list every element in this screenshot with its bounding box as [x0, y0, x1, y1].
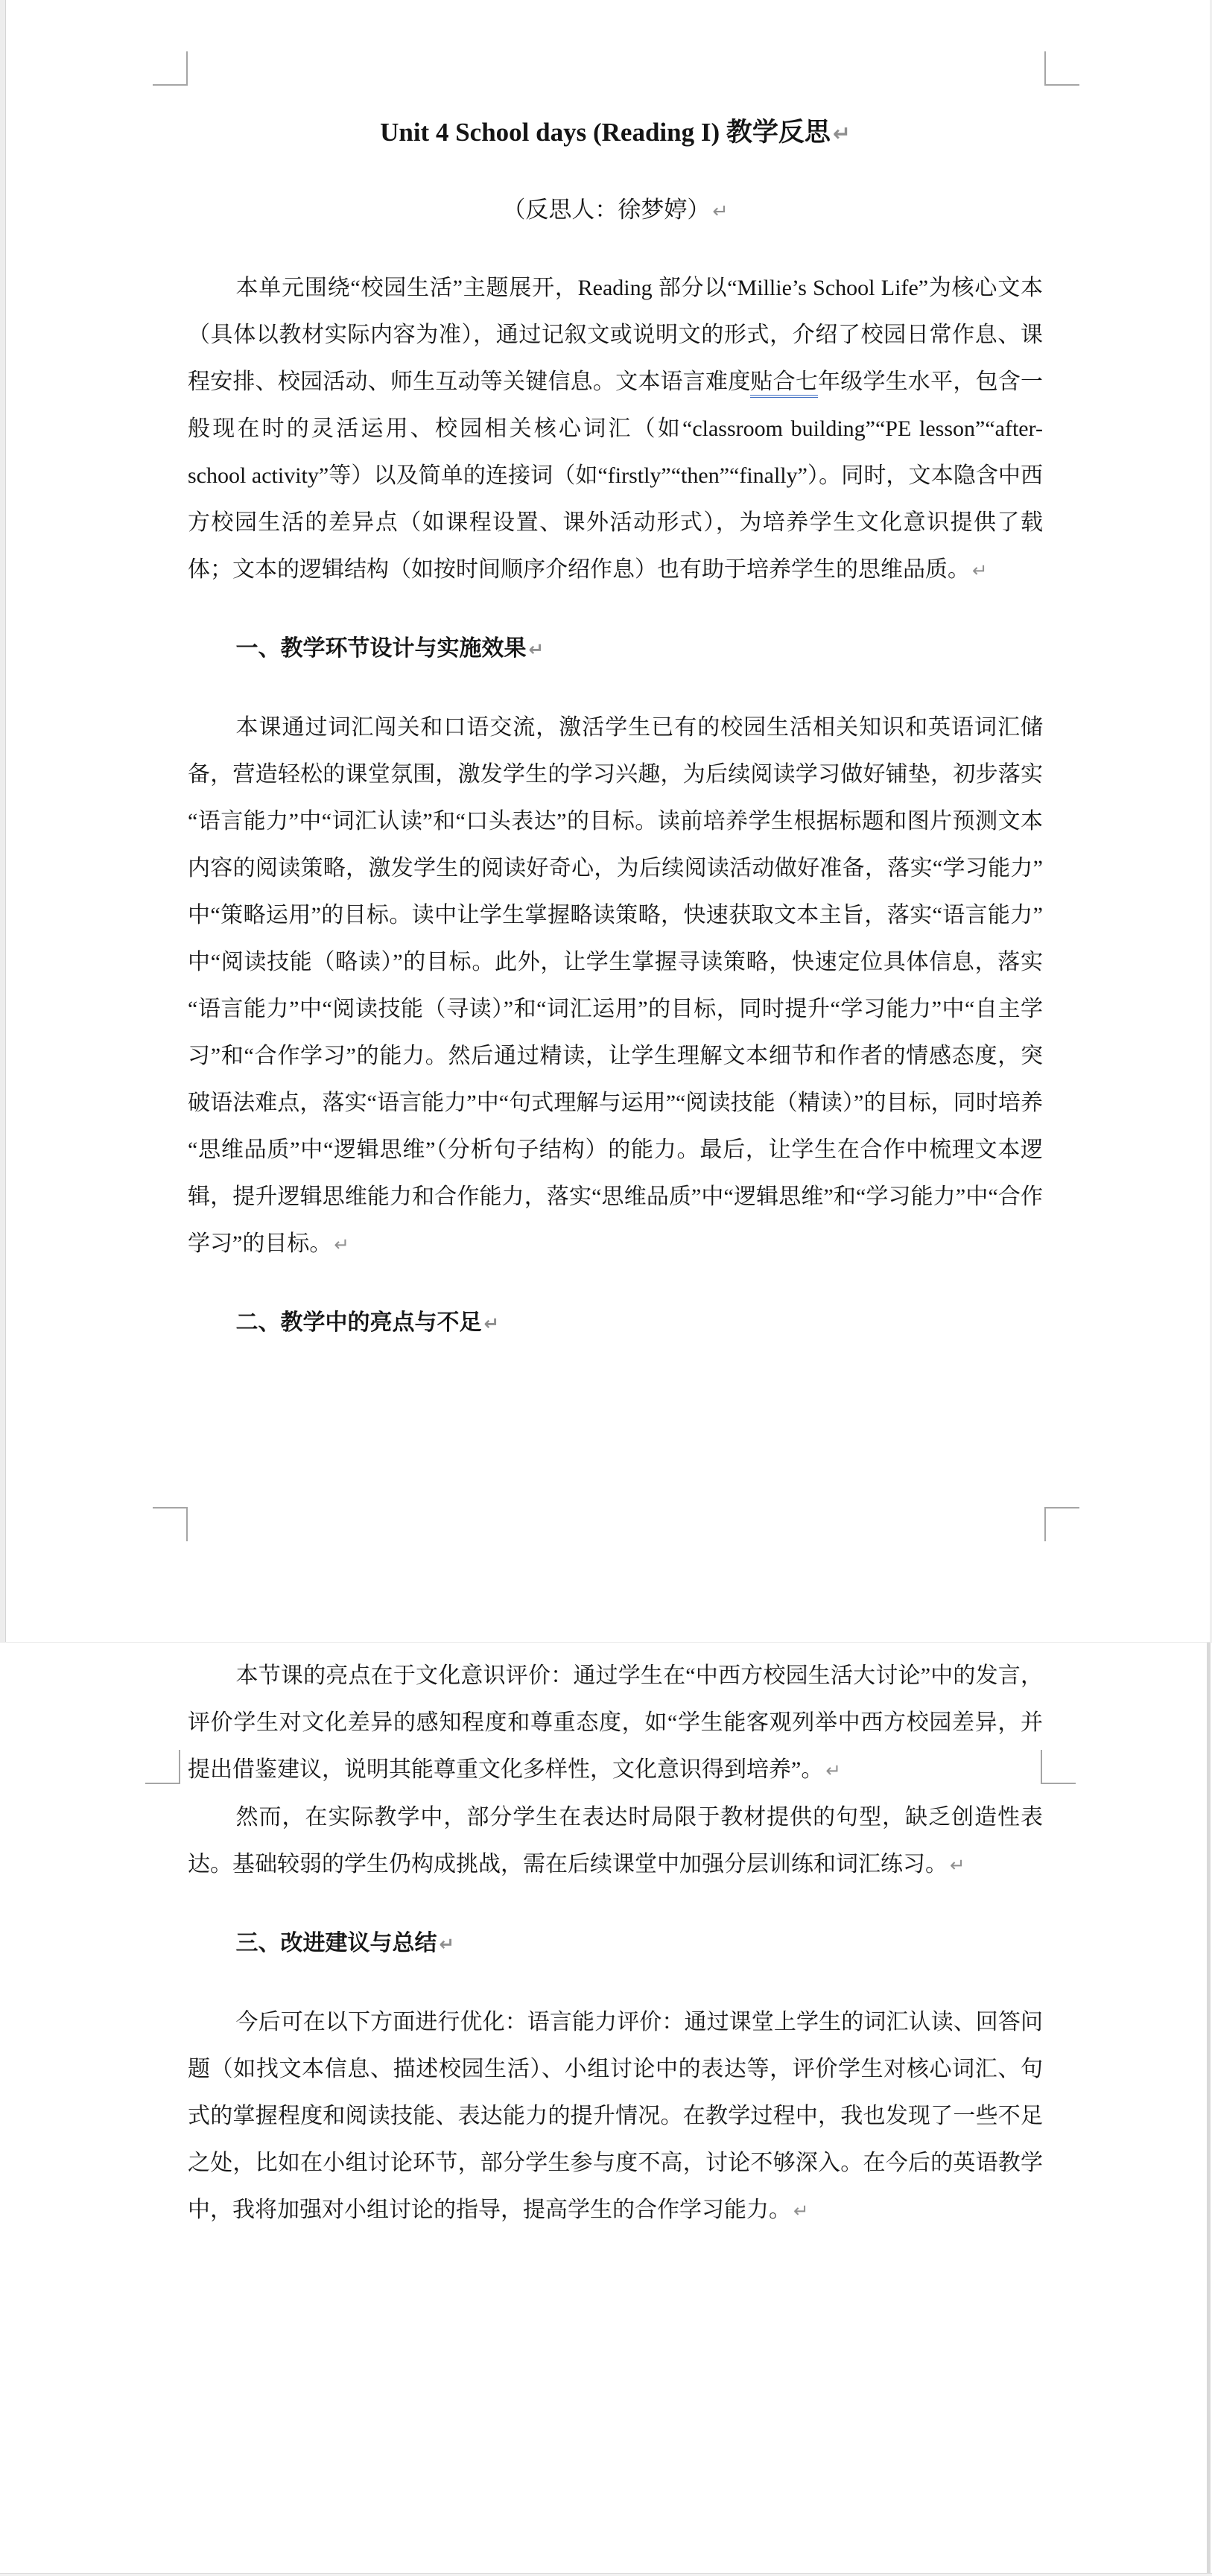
crop-mark-page2-top-left — [145, 1750, 180, 1784]
grammar-check-underline: 贴合七 — [750, 369, 818, 398]
document-content — [188, 86, 1043, 2234]
page-break-gap — [188, 1378, 1043, 1652]
body-paragraph: 今后可在以下方面进行优化：语言能力评价：通过课堂上学生的词汇认读、回答问题（如找文本信息、描述校园生活）、小组讨论中的表达等，评价学生对核心词汇、句式的掌握程度和阅读技能、表达能力的提升情况。在教学过程中，我也发现了一些不足之处，比如在小组讨论环节，部分学生参与度不高，讨论不够深入。在今后的英语教学中，我将加强对小组讨论的指导，提高学生的合作学习能力。 ↵ — [188, 2010, 1043, 2222]
paragraph-mark-icon: ↵ — [483, 1313, 500, 1334]
section-heading: 一、教学环节设计与实施效果 ↵ — [235, 636, 545, 661]
crop-mark-page1-top-left — [153, 51, 188, 86]
page-left-edge — [0, 0, 6, 1643]
paragraph-mark-icon: ↵ — [793, 2200, 809, 2221]
paragraph-mark-icon: ↵ — [950, 1854, 965, 1876]
paragraph-mark-icon: ↵ — [825, 1760, 841, 1781]
paragraph-mark-icon: ↵ — [712, 200, 729, 222]
body-paragraph: 本单元围绕“校园生活”主题展开，Reading 部分以“Millie’s School Life”为核心文本（具体以教材实际内容为准），通过记叙文或说明文的形式，介绍了校园日常作息、课程安排、校园活动、师生互动等关键信息。文本语言难度贴合七年级学生水平，包含一般现在时的灵活运用、校园相关核心词汇（如“classroom building”“PE lesson”“after-school activity”等）以及简单的连接词（如“firstly”“then”“finally”）。同时，文本隐含中西方校园生活的差异点（如课程设置、课外活动形式），为培养学生文化意识提供了载体；文本的逻辑结构（如按时间顺序介绍作息）也有助于培养学生的思维品质。 ↵ — [188, 276, 1044, 582]
page-right-edge-bottom — [1207, 1643, 1211, 2575]
crop-mark-page2-top-right — [1041, 1750, 1076, 1784]
document-byline-text: （反思人：徐梦婷） — [502, 197, 711, 223]
paragraph-mark-icon: ↵ — [972, 559, 988, 581]
crop-mark-page1-bottom-left — [153, 1507, 188, 1541]
paragraph-mark-icon: ↵ — [439, 1933, 455, 1955]
crop-mark-page1-top-right — [1044, 51, 1079, 86]
page-bottom-edge — [0, 2573, 1212, 2576]
document-title-text: Unit 4 School days (Reading I) 教学反思 — [380, 118, 831, 147]
body-paragraph: 本课通过词汇闯关和口语交流，激活学生已有的校园生活相关知识和英语词汇储备，营造轻松的课堂氛围，激发学生的学习兴趣，为后续阅读学习做好铺垫，初步落实“语言能力”中“词汇认读”和“口头表达”的目标。读前培养学生根据标题和图片预测文本内容的阅读策略，激发学生的阅读好奇心，为后续阅读活动做好准备，落实“学习能力”中“策略运用”的目标。读中让学生掌握略读策略，快速获取文本主旨，落实“语言能力”中“阅读技能（略读）”的目标。此外，让学生掌握寻读策略，快速定位具体信息，落实“语言能力”中“阅读技能（寻读）”和“词汇运用”的目标，同时提升“学习能力”中“自主学习”和“合作学习”的能力。然后通过精读，让学生理解文本细节和作者的情感态度，突破语法难点，落实“语言能力”中“句式理解与运用”“阅读技能（精读）”的目标，同时培养“思维品质”中“逻辑思维”（分析句子结构）的能力。最后，让学生在合作中梳理文本逻辑，提升逻辑思维能力和合作能力，落实“思维品质”中“逻辑思维”和“学习能力”中“合作学习”的目标。 ↵ — [188, 715, 1043, 1256]
document-title — [188, 107, 1043, 159]
section-heading: 三、改进建议与总结 ↵ — [235, 1931, 455, 1955]
paragraph-mark-icon: ↵ — [528, 638, 545, 660]
crop-mark-page1-bottom-right — [1044, 1507, 1079, 1541]
document-byline — [188, 186, 1043, 235]
paragraph-mark-icon: ↵ — [334, 1234, 349, 1255]
section-heading: 二、教学中的亮点与不足 ↵ — [235, 1310, 500, 1335]
body-paragraph: 本节课的亮点在于文化意识评价：通过学生在“中西方校园生活大讨论”中的发言，评价学生对文化差异的感知程度和尊重态度，如“学生能客观列举中西方校园差异，并提出借鉴建议，说明其能尊重文化多样性，文化意识得到培养”。 ↵ — [188, 1663, 1043, 1782]
paragraph-mark-icon: ↵ — [832, 121, 851, 146]
document-body — [188, 264, 1043, 2234]
body-paragraph: 然而，在实际教学中，部分学生在表达时局限于教材提供的句型，缺乏创造性表达。基础较弱的学生仍构成挑战，需在后续课堂中加强分层训练和词汇练习。 ↵ — [188, 1805, 1043, 1877]
